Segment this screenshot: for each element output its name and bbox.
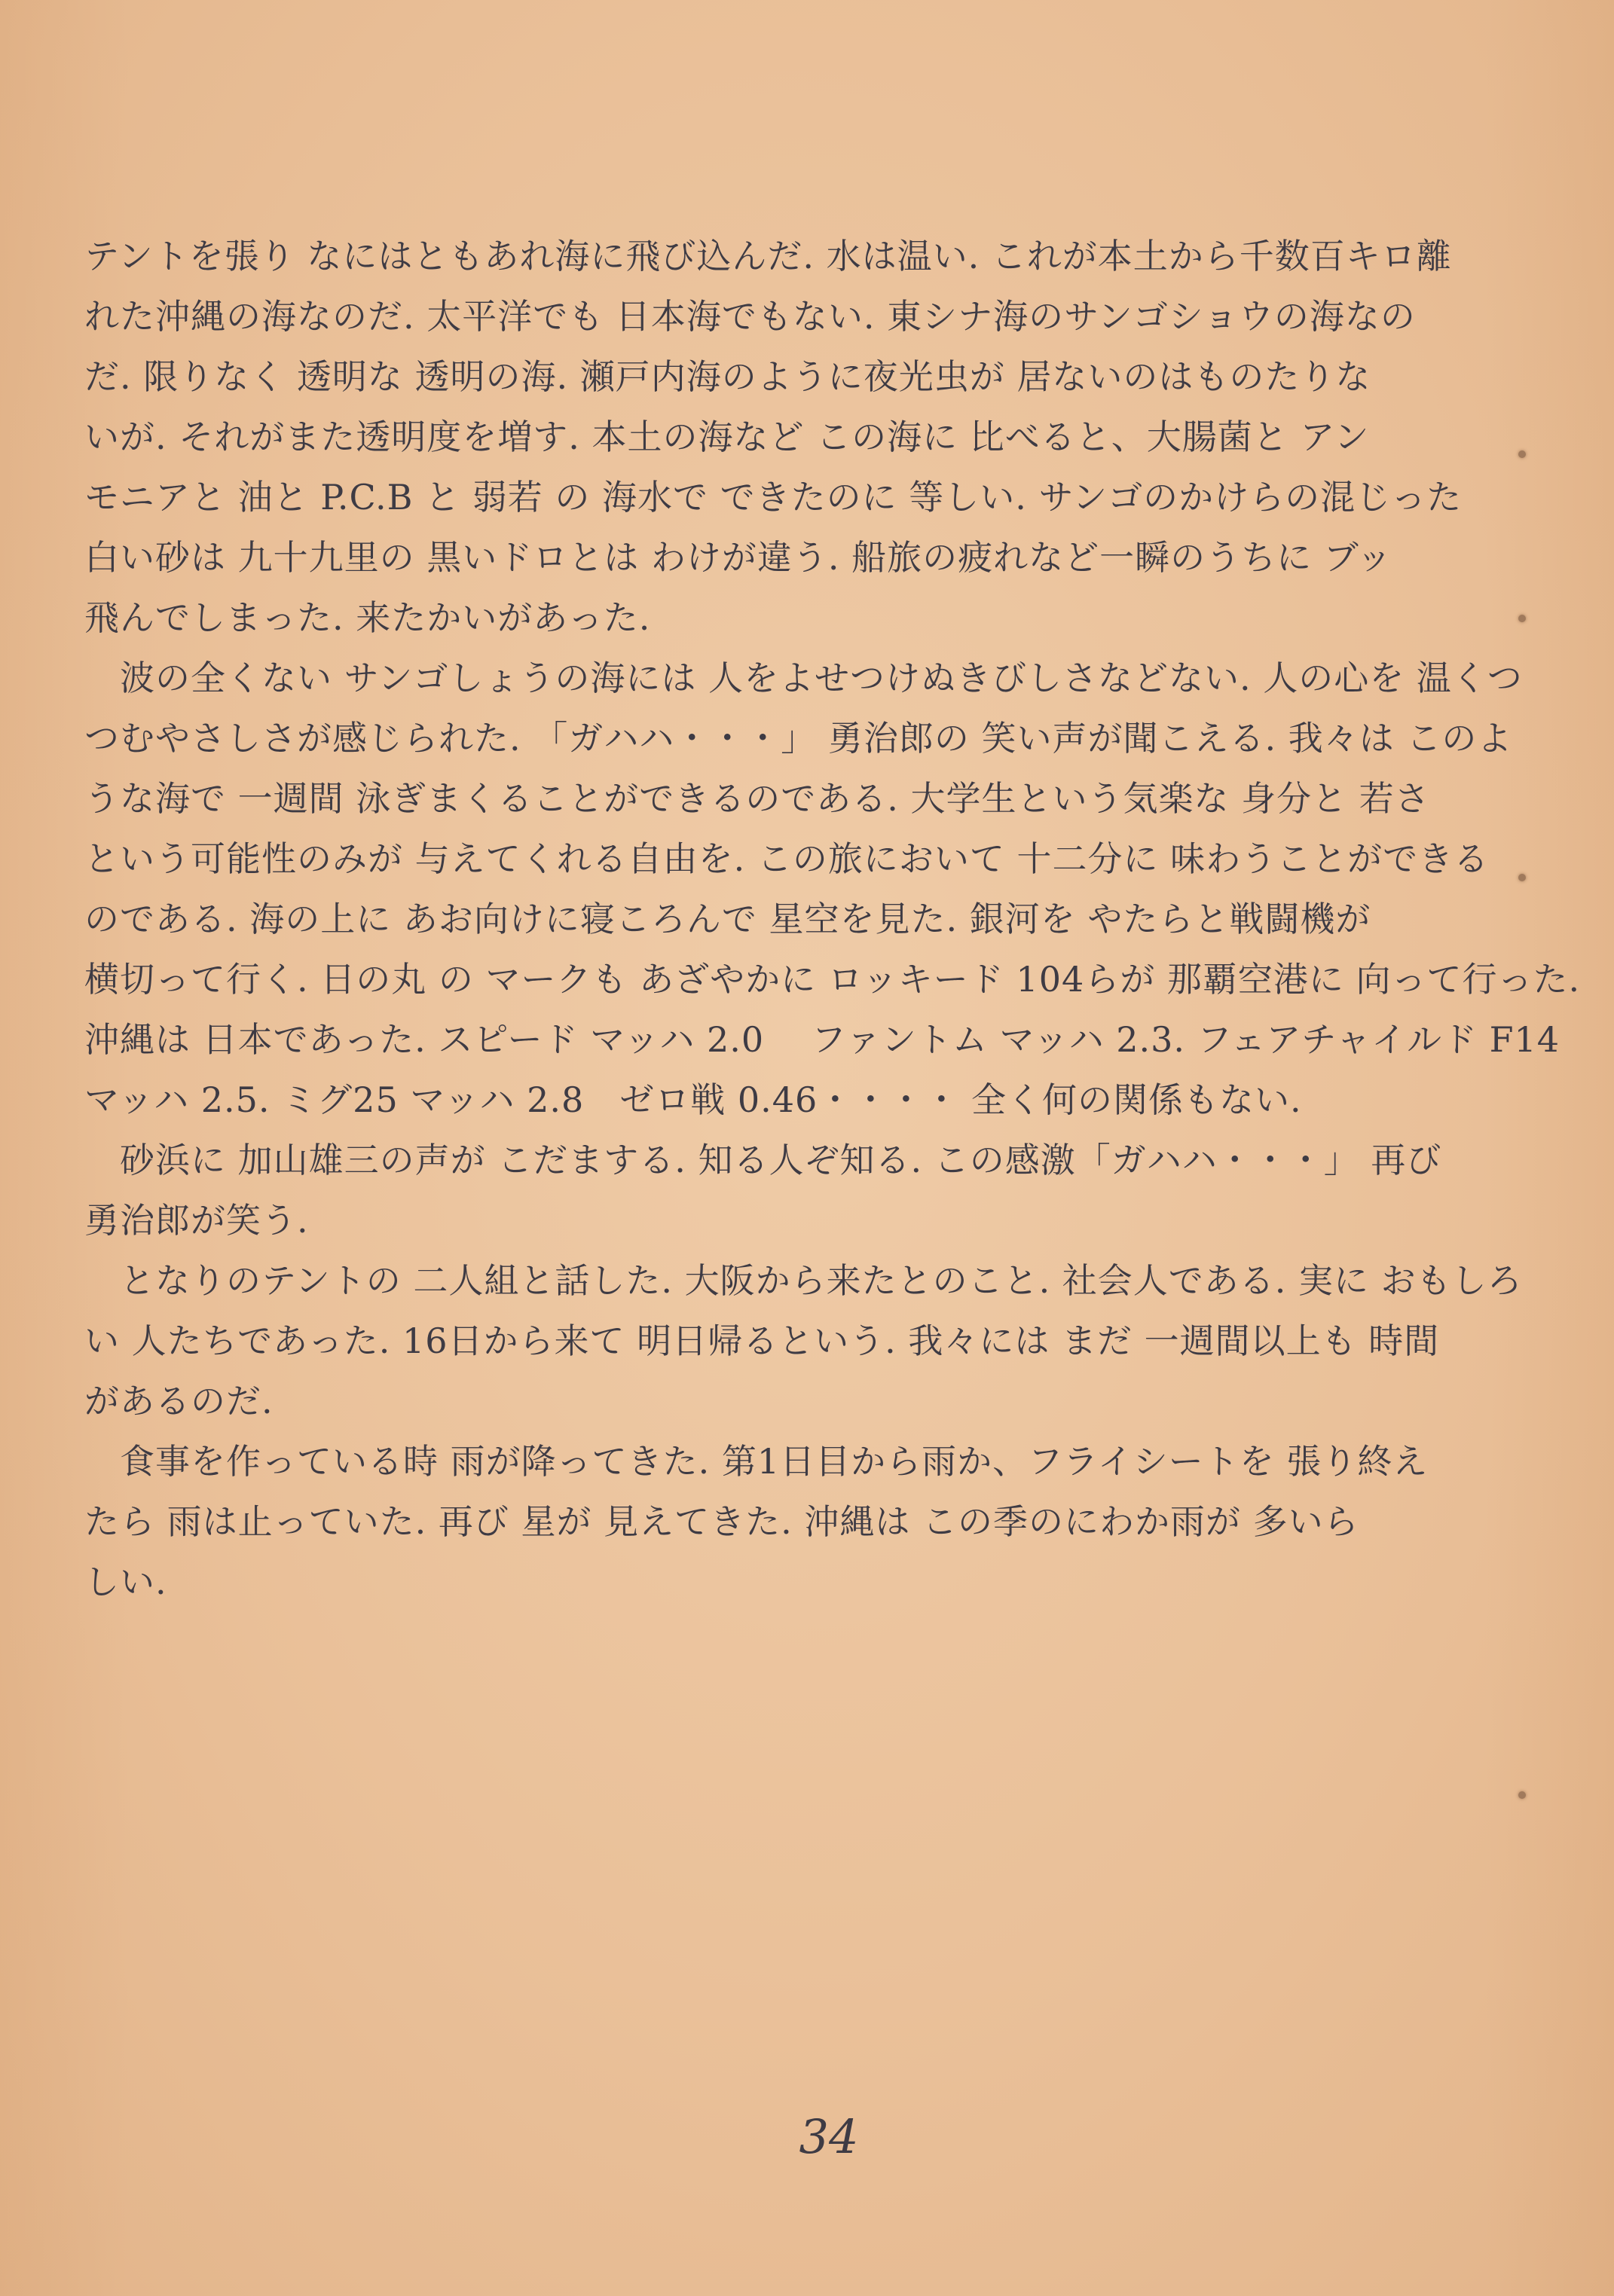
handwritten-text-block <box>84 226 1581 1612</box>
text-line: しい. <box>84 1562 167 1602</box>
text-line: という可能性のみが 与えてくれる自由を. この旅において 十二分に 味わうことができる <box>84 838 1490 879</box>
text-line: 白い砂は 九十九里の 黒いドロとは わけが違う. 船旅の疲れなど一瞬のうちに ブッ <box>84 537 1392 578</box>
text-line: マッハ 2.5. ミグ25 マッハ 2.8 ゼロ戦 0.46・・・・ 全く何の関係もない. <box>84 1079 1302 1120</box>
text-line: テントを張り なにはともあれ海に飛び込んだ. 水は温い. これが本土から千数百キロ離 <box>84 236 1452 276</box>
page-number: 34 <box>799 2109 859 2164</box>
text-line: 砂浜に 加山雄三の声が こだまする. 知る人ぞ知る. この感激「ガハハ・・・」 再び <box>84 1140 1442 1180</box>
text-line: のである. 海の上に あお向けに寝ころんで 星空を見た. 銀河を やたらと戦闘機が <box>84 899 1371 939</box>
text-line: たら 雨は止っていた. 再び 星が 見えてきた. 沖縄は この季のにわか雨が 多いら <box>84 1501 1359 1542</box>
text-line: 勇治郎が笑う. <box>84 1200 309 1241</box>
binding-hole <box>1518 874 1526 881</box>
binding-hole <box>1518 450 1526 458</box>
text-line: うな海で 一週間 泳ぎまくることができるのである. 大学生という気楽な 身分と 若さ <box>84 778 1430 819</box>
text-line: い 人たちであった. 16日から来て 明日帰るという. 我々には まだ 一週間以上も 時間 <box>84 1321 1440 1361</box>
text-line: があるのだ. <box>84 1381 274 1421</box>
text-line: 飛んでしまった. 来たかいがあった. <box>84 597 651 638</box>
text-line: となりのテントの 二人組と話した. 大阪から来たとのこと. 社会人である. 実に おもしろ <box>84 1260 1523 1301</box>
text-line: だ. 限りなく 透明な 透明の海. 瀬戸内海のように夜光虫が 居ないのはものたりな <box>84 356 1371 397</box>
text-line: いが. それがまた透明度を増す. 本土の海など この海に 比べると、大腸菌と アン <box>84 417 1370 457</box>
text-line: 食事を作っている時 雨が降ってきた. 第1日目から雨か、フライシートを 張り終え <box>84 1441 1429 1482</box>
text-line: モニアと 油と P.C.B と 弱若 の 海水で できたのに 等しい. サンゴのかけらの混じった <box>84 477 1463 518</box>
binding-hole <box>1518 1791 1526 1799</box>
text-line: 沖縄は 日本であった. スピード マッハ 2.0 ファントム マッハ 2.3. フェアチャイルド F14 <box>84 1019 1561 1060</box>
text-line: 波の全くない サンゴしょうの海には 人をよせつけぬきびしさなどない. 人の心を 温くつ <box>84 658 1523 698</box>
binding-hole <box>1518 615 1526 622</box>
text-line: つむやさしさが感じられた. 「ガハハ・・・」 勇治郎の 笑い声が聞こえる. 我々は このよ <box>84 718 1513 759</box>
text-line: 横切って行く. 日の丸 の マークも あざやかに ロッキード 104らが 那覇空港に 向って行った. <box>84 959 1581 1000</box>
text-line: れた沖縄の海なのだ. 太平洋でも 日本海でもない. 東シナ海のサンゴショウの海なの <box>84 296 1416 337</box>
